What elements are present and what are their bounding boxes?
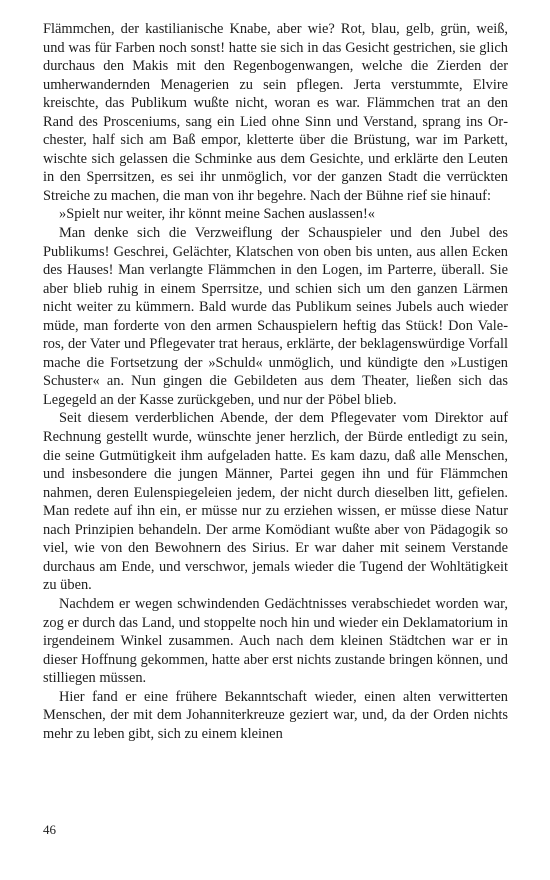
page-number: 46 [43, 822, 56, 837]
body-text [43, 20, 508, 743]
paragraph: »Spielt nur weiter, ihr könnt meine Sachen auslassen!« [59, 206, 375, 223]
paragraph: Hier fand er eine frühere Bekanntschaft wieder, einen alten verwitterten Menschen, der mit dem Johanniterkreuze geziert war, und, da der Orden nichts mehr zu leben gibt, sich zu einem kleinen [43, 688, 508, 742]
paragraph: Nachdem er wegen schwindenden Gedächtnisses verabschiedet worden war, zog er durch das Land, und stoppelte noch hin und wieder ein Deklamatorium in irgendeinem Winkel zusammen. Auch nach dem kleinen Städtchen war er in dieser Hoffnung gekommen, hatte aber erst nichts zustande bringen können, und stilliegen müssen. [43, 595, 508, 687]
paragraph: Flämmchen, der kastilianische Knabe, aber wie? Rot, blau, gelb, grün, weiß, und was für Farben noch sonst! hatte sie sich in das Gesicht gestrichen, sie glich durchaus den Makis mit den Regenbogenwangen, welche die Zierden der umherwandernden Menagerien zu sein pflegen. Jerta verstummte, Elvire kreischte, das Publikum wußte nicht, woran es war. Flämmchen trat an den Rand des Prosceniums, sang ein Lied ohne Sinn und Verstand, sprang ins Orchester, half sich am Baß empor, kletterte über die Brüstung, war im Parkett, wischte sich gelassen die Schminke aus dem Gesichte, und erklärte den Leuten in den Sperrsitzen, es sei ihr unmöglich, vor der ganzen Stadt die verrückten Streiche zu machen, die man von ihr begehre. Nach der Bühne rief sie hinauf: [43, 21, 508, 204]
paragraph: Man denke sich die Verzweiflung der Schauspieler und den Jubel des Publikums! Geschrei, Gelächter, Klatschen von oben bis unten, aus allen Ecken des Hauses! Man verlangte Flämmchen in den Logen, im Parterre, überall. Sie aber blieb ruhig in einem Sperrsitze, und schien sich um den ganzen Lärmen nicht weiter zu kümmern. Bald wurde das Publikum seines Jubels auch wieder müde, man forderte von den armen Schauspielern heftig das Stück! Don Valeros, der Vater und Pflegevater trat heraus, erklärte, der beklagenswürdige Vorfall mache die Fortsetzung der »Schuld« unmöglich, und kündigte den »Lustigen Schuster« an. Nun gingen die Gebildeten aus dem Theater, ließen sich das Legegeld an der Kasse zurückgeben, und nur der Pöbel blieb. [43, 225, 508, 408]
paragraph: Seit diesem verderblichen Abende, der dem Pflegevater vom Direktor auf Rechnung gestellt wurde, wünschte jener herzlich, der Bürde entledigt zu sein, die seine Gutmütigkeit ihm aufgeladen hatte. Es kam dazu, daß alle Menschen, und insbesondere die jungen Männer, Partei gegen ihn und für Flämmchen nahmen, deren Eulenspiegeleien jedem, der nicht durch dieselben litt, gefielen. Man redete auf ihn ein, er müsse nur zu erziehen wissen, er müsse diese Natur nach Prinzipien behandeln. Der arme Komödiant wußte aber von Pädagogik so viel, wie von den Bewohnern des Sirius. Er war daher mit seinem Verstande durchaus am Ende, und verschwor, jemals wieder die Tugend der Wohltätigkeit zu üben. [43, 410, 508, 594]
